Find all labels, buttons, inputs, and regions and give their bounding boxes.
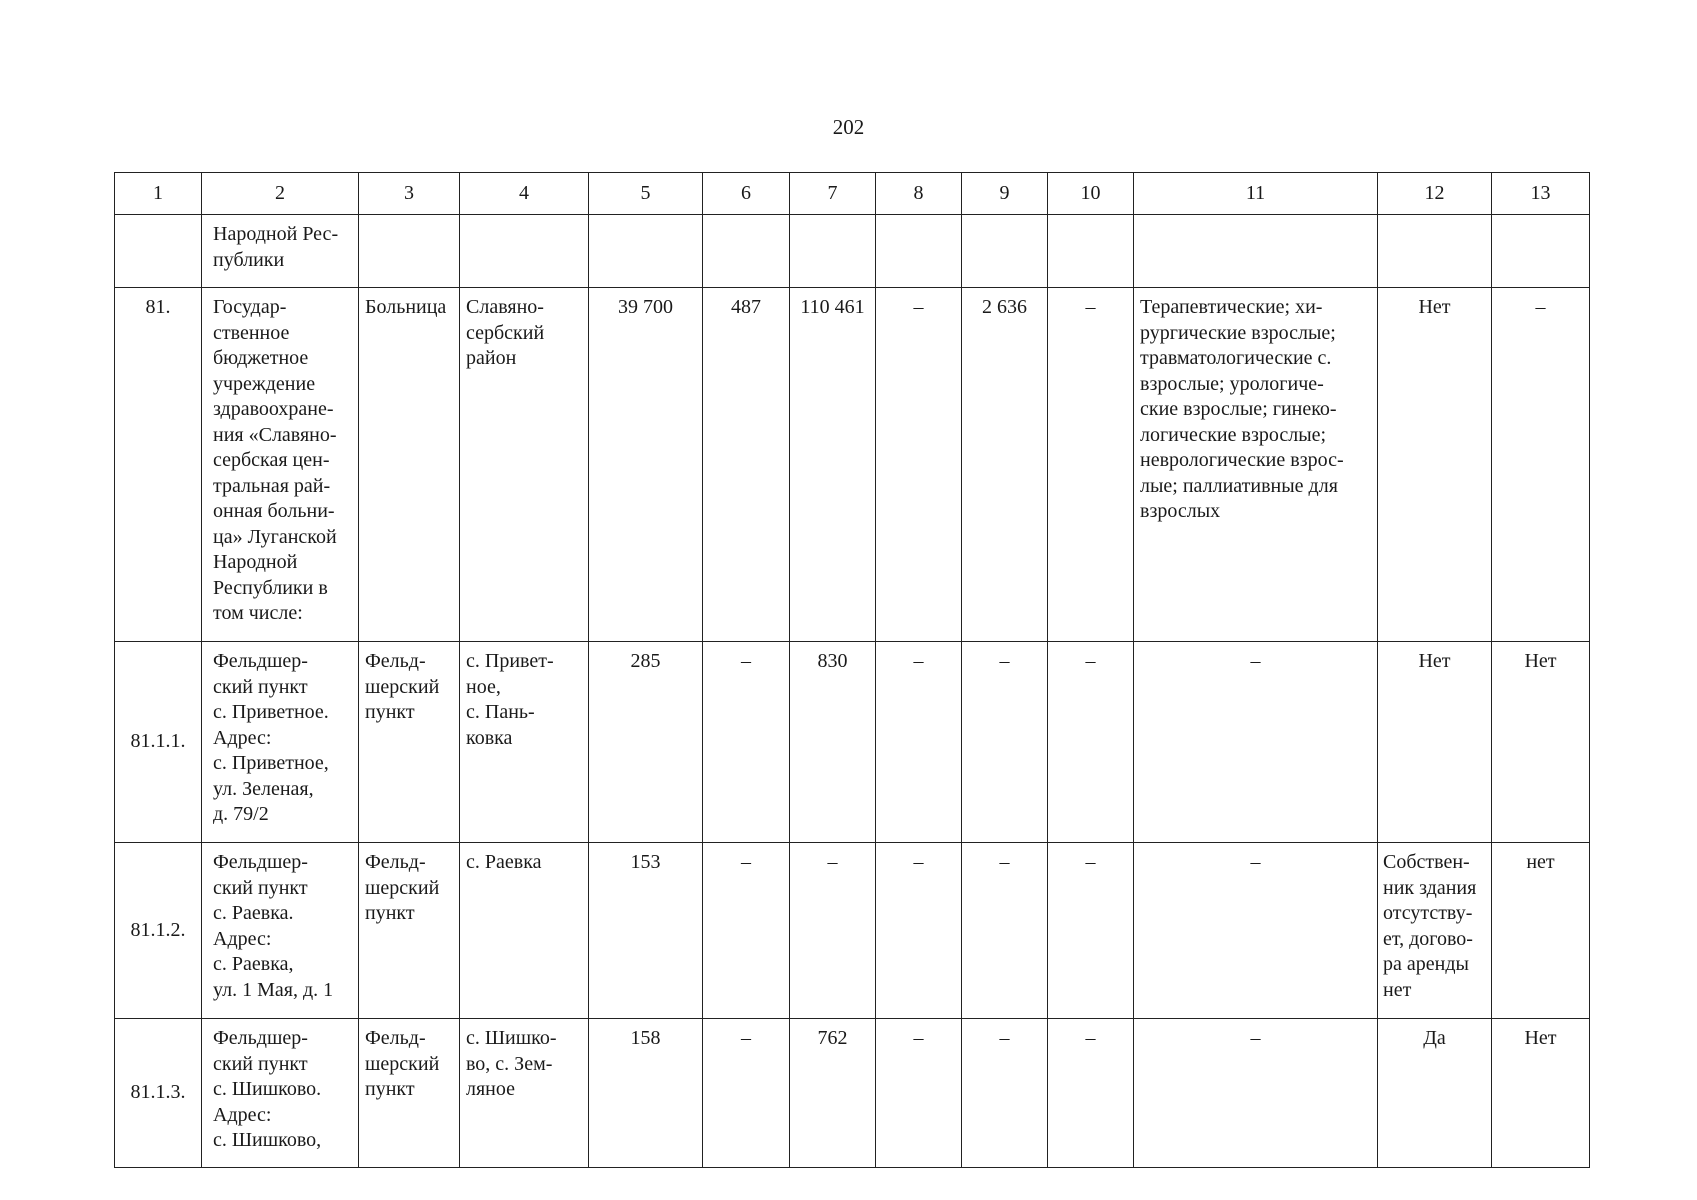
table-row — [115, 288, 1590, 642]
value-cell — [703, 215, 790, 288]
value-cell — [876, 215, 962, 288]
profile-cell: – — [1134, 642, 1378, 843]
value-cell: 153 — [589, 843, 703, 1019]
value-cell: – — [703, 642, 790, 843]
row-number-cell: 81.1.1. — [115, 642, 202, 843]
page-number: 202 — [832, 115, 865, 139]
table-row — [115, 1019, 1590, 1168]
row-number-cell — [115, 215, 202, 288]
type-cell: Фельд- шерский пункт — [359, 1019, 460, 1168]
header-cell: 11 — [1134, 173, 1378, 215]
profile-cell: Терапевтические; хи- рургические взрослые; травматологические с. взрослые; урологиче- ские взрослые; гинеко- логические взрослые; неврологические взрос- лые; паллиативные для взрослых — [1134, 288, 1378, 642]
value-cell: – — [876, 1019, 962, 1168]
area-cell: с. Шишко- во, с. Зем- ляное — [460, 1019, 589, 1168]
value-cell — [589, 215, 703, 288]
header-cell: 2 — [202, 173, 359, 215]
header-cell: 3 — [359, 173, 460, 215]
value-cell — [1492, 215, 1590, 288]
value-cell: – — [962, 843, 1048, 1019]
value-cell: нет — [1492, 843, 1590, 1019]
profile-cell: – — [1134, 1019, 1378, 1168]
table-row — [115, 642, 1590, 843]
status-cell: Собствен- ник здания отсутству- ет, догово- ра аренды нет — [1378, 843, 1492, 1019]
value-cell: – — [790, 843, 876, 1019]
value-cell: – — [1492, 288, 1590, 642]
profile-cell: – — [1134, 843, 1378, 1019]
value-cell: – — [876, 843, 962, 1019]
value-cell: – — [876, 288, 962, 642]
type-cell — [359, 215, 460, 288]
value-cell: – — [1048, 1019, 1134, 1168]
table-row — [115, 843, 1590, 1019]
value-cell: 39 700 — [589, 288, 703, 642]
name-cell: Фельдшер- ский пункт с. Раевка. Адрес: с. Раевка, ул. 1 Мая, д. 1 — [202, 843, 359, 1019]
name-cell: Фельдшер- ский пункт с. Шишково. Адрес: с. Шишково, — [202, 1019, 359, 1168]
status-cell: Нет — [1378, 642, 1492, 843]
registry-table — [114, 172, 1590, 1168]
type-cell: Больница — [359, 288, 460, 642]
header-cell: 9 — [962, 173, 1048, 215]
value-cell: – — [876, 642, 962, 843]
value-cell: 158 — [589, 1019, 703, 1168]
value-cell: – — [962, 1019, 1048, 1168]
value-cell — [1048, 215, 1134, 288]
header-cell: 1 — [115, 173, 202, 215]
value-cell: 762 — [790, 1019, 876, 1168]
value-cell: – — [1048, 843, 1134, 1019]
profile-cell — [1134, 215, 1378, 288]
value-cell: 110 461 — [790, 288, 876, 642]
name-cell: Народной Рес- публики — [202, 215, 359, 288]
area-cell: с. Привет- ное, с. Пань- ковка — [460, 642, 589, 843]
value-cell: Нет — [1492, 642, 1590, 843]
header-cell: 12 — [1378, 173, 1492, 215]
type-cell: Фельд- шерский пункт — [359, 843, 460, 1019]
row-number-cell: 81.1.3. — [115, 1019, 202, 1168]
header-cell: 5 — [589, 173, 703, 215]
type-cell: Фельд- шерский пункт — [359, 642, 460, 843]
header-cell: 13 — [1492, 173, 1590, 215]
value-cell: 285 — [589, 642, 703, 843]
value-cell: – — [703, 1019, 790, 1168]
row-number-cell: 81. — [115, 288, 202, 642]
value-cell: Нет — [1492, 1019, 1590, 1168]
column-number-header-row — [115, 173, 1590, 215]
value-cell: 487 — [703, 288, 790, 642]
value-cell: – — [1048, 288, 1134, 642]
header-cell: 6 — [703, 173, 790, 215]
value-cell: – — [703, 843, 790, 1019]
header-cell: 4 — [460, 173, 589, 215]
value-cell: 830 — [790, 642, 876, 843]
value-cell: – — [962, 642, 1048, 843]
area-cell: Славяно- сербский район — [460, 288, 589, 642]
status-cell: Да — [1378, 1019, 1492, 1168]
status-cell — [1378, 215, 1492, 288]
value-cell — [790, 215, 876, 288]
header-cell: 7 — [790, 173, 876, 215]
table-row — [115, 215, 1590, 288]
row-number-cell: 81.1.2. — [115, 843, 202, 1019]
name-cell: Государ- ственное бюджетное учреждение здравоохране- ния «Славяно- сербская цен- тральная рай- онная больни- ца» Луганской Народной Республики в том числе: — [202, 288, 359, 642]
status-cell: Нет — [1378, 288, 1492, 642]
header-cell: 8 — [876, 173, 962, 215]
value-cell — [962, 215, 1048, 288]
name-cell: Фельдшер- ский пункт с. Приветное. Адрес: с. Приветное, ул. Зеленая, д. 79/2 — [202, 642, 359, 843]
area-cell: с. Раевка — [460, 843, 589, 1019]
value-cell: 2 636 — [962, 288, 1048, 642]
area-cell — [460, 215, 589, 288]
header-cell: 10 — [1048, 173, 1134, 215]
value-cell: – — [1048, 642, 1134, 843]
